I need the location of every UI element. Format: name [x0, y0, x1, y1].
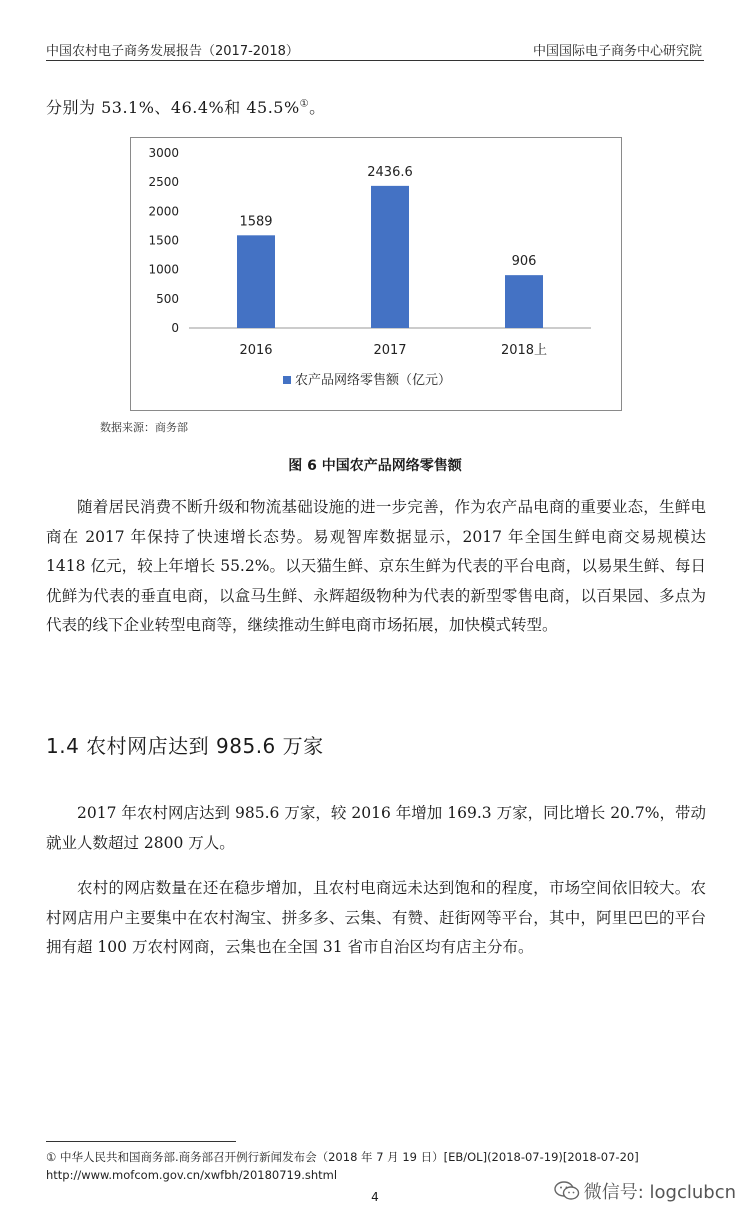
running-header-title: 中国农村电子商务发展报告（2017-2018） — [46, 44, 299, 59]
y-tick-label: 2000 — [148, 204, 179, 219]
x-tick-label: 2018上 — [500, 343, 548, 358]
x-tick-label: 2016 — [239, 343, 273, 358]
data-label: 1589 — [239, 214, 273, 230]
watermark-text: 微信号: logclubcn — [583, 1182, 736, 1203]
header-divider — [46, 60, 704, 61]
footnote-divider — [46, 1141, 236, 1142]
footnote-mark[interactable]: ① — [299, 98, 310, 110]
intro-end: 。 — [309, 98, 326, 117]
footnote: ① 中华人民共和国商务部.商务部召开例行新闻发布会（2018 年 7 月 19 日）[EB/OL](2018-07-19)[2018-07-20] http://www.mofcom.gov.cn/xwfbh/20180719.shtml — [46, 1150, 639, 1182]
section-heading: 1.4 农村网店达到 985.6 万家 — [46, 734, 324, 758]
bar — [237, 235, 275, 328]
y-tick-label: 1500 — [148, 233, 179, 248]
y-tick-label: 1000 — [148, 262, 179, 277]
watermark — [554, 1178, 736, 1204]
bar — [371, 186, 409, 328]
intro-text: 分别为 53.1%、46.4%和 45.5% — [46, 98, 300, 117]
y-tick-label: 3000 — [148, 146, 179, 160]
paragraph-rural-platforms: 农村的网店数量在还在稳步增加，且农村电商远未达到饱和的程度，市场空间依旧较大。农村网店用户主要集中在农村淘宝、拼多多、云集、有赞、赶街网等平台，其中，阿里巴巴的平台拥有超 100 万农村网商，云集也在全国 31 省市自治区均有店主分布。 — [46, 879, 706, 956]
legend-swatch — [283, 376, 291, 384]
data-label: 2436.6 — [367, 164, 413, 180]
y-tick-label: 500 — [156, 291, 179, 306]
wechat-icon — [554, 1181, 580, 1201]
page-number: 4 — [371, 1190, 379, 1204]
y-tick-label: 2500 — [148, 175, 179, 190]
data-label: 906 — [511, 254, 537, 270]
y-tick-label: 0 — [171, 321, 179, 335]
figure-source: 数据来源：商务部 — [100, 421, 188, 434]
chart-canvas — [131, 138, 621, 410]
paragraph-rural-shops: 2017 年农村网店达到 985.6 万家，较 2016 年增加 169.3 万家，同比增长 20.7%，带动就业人数超过 2800 万人。 — [46, 804, 706, 852]
bar-chart — [130, 137, 622, 411]
legend-label: 农产品网络零售额（亿元） — [295, 373, 452, 388]
bar — [505, 275, 543, 328]
figure-caption: 图 6 中国农产品网络零售额 — [288, 458, 462, 474]
intro-line — [46, 95, 326, 118]
running-header-institution: 中国国际电子商务中心研究院 — [532, 44, 702, 59]
x-tick-label: 2017 — [373, 343, 407, 358]
paragraph-fresh-ecommerce: 随着居民消费不断升级和物流基础设施的进一步完善，作为农产品电商的重要业态，生鲜电商在 2017 年保持了快速增长态势。易观智库数据显示，2017 年全国生鲜电商交易规模达 1418 亿元，较上年增长 55.2%。以天猫生鲜、京东生鲜为代表的平台电商，以易果生鲜、每日优鲜为代表的垂直电商，以盒马生鲜、永辉超级物种为代表的新型零售电商，以百果园、多点为代表的线下企业转型电商等，继续推动生鲜电商市场拓展，加快模式转型。 — [46, 498, 706, 634]
